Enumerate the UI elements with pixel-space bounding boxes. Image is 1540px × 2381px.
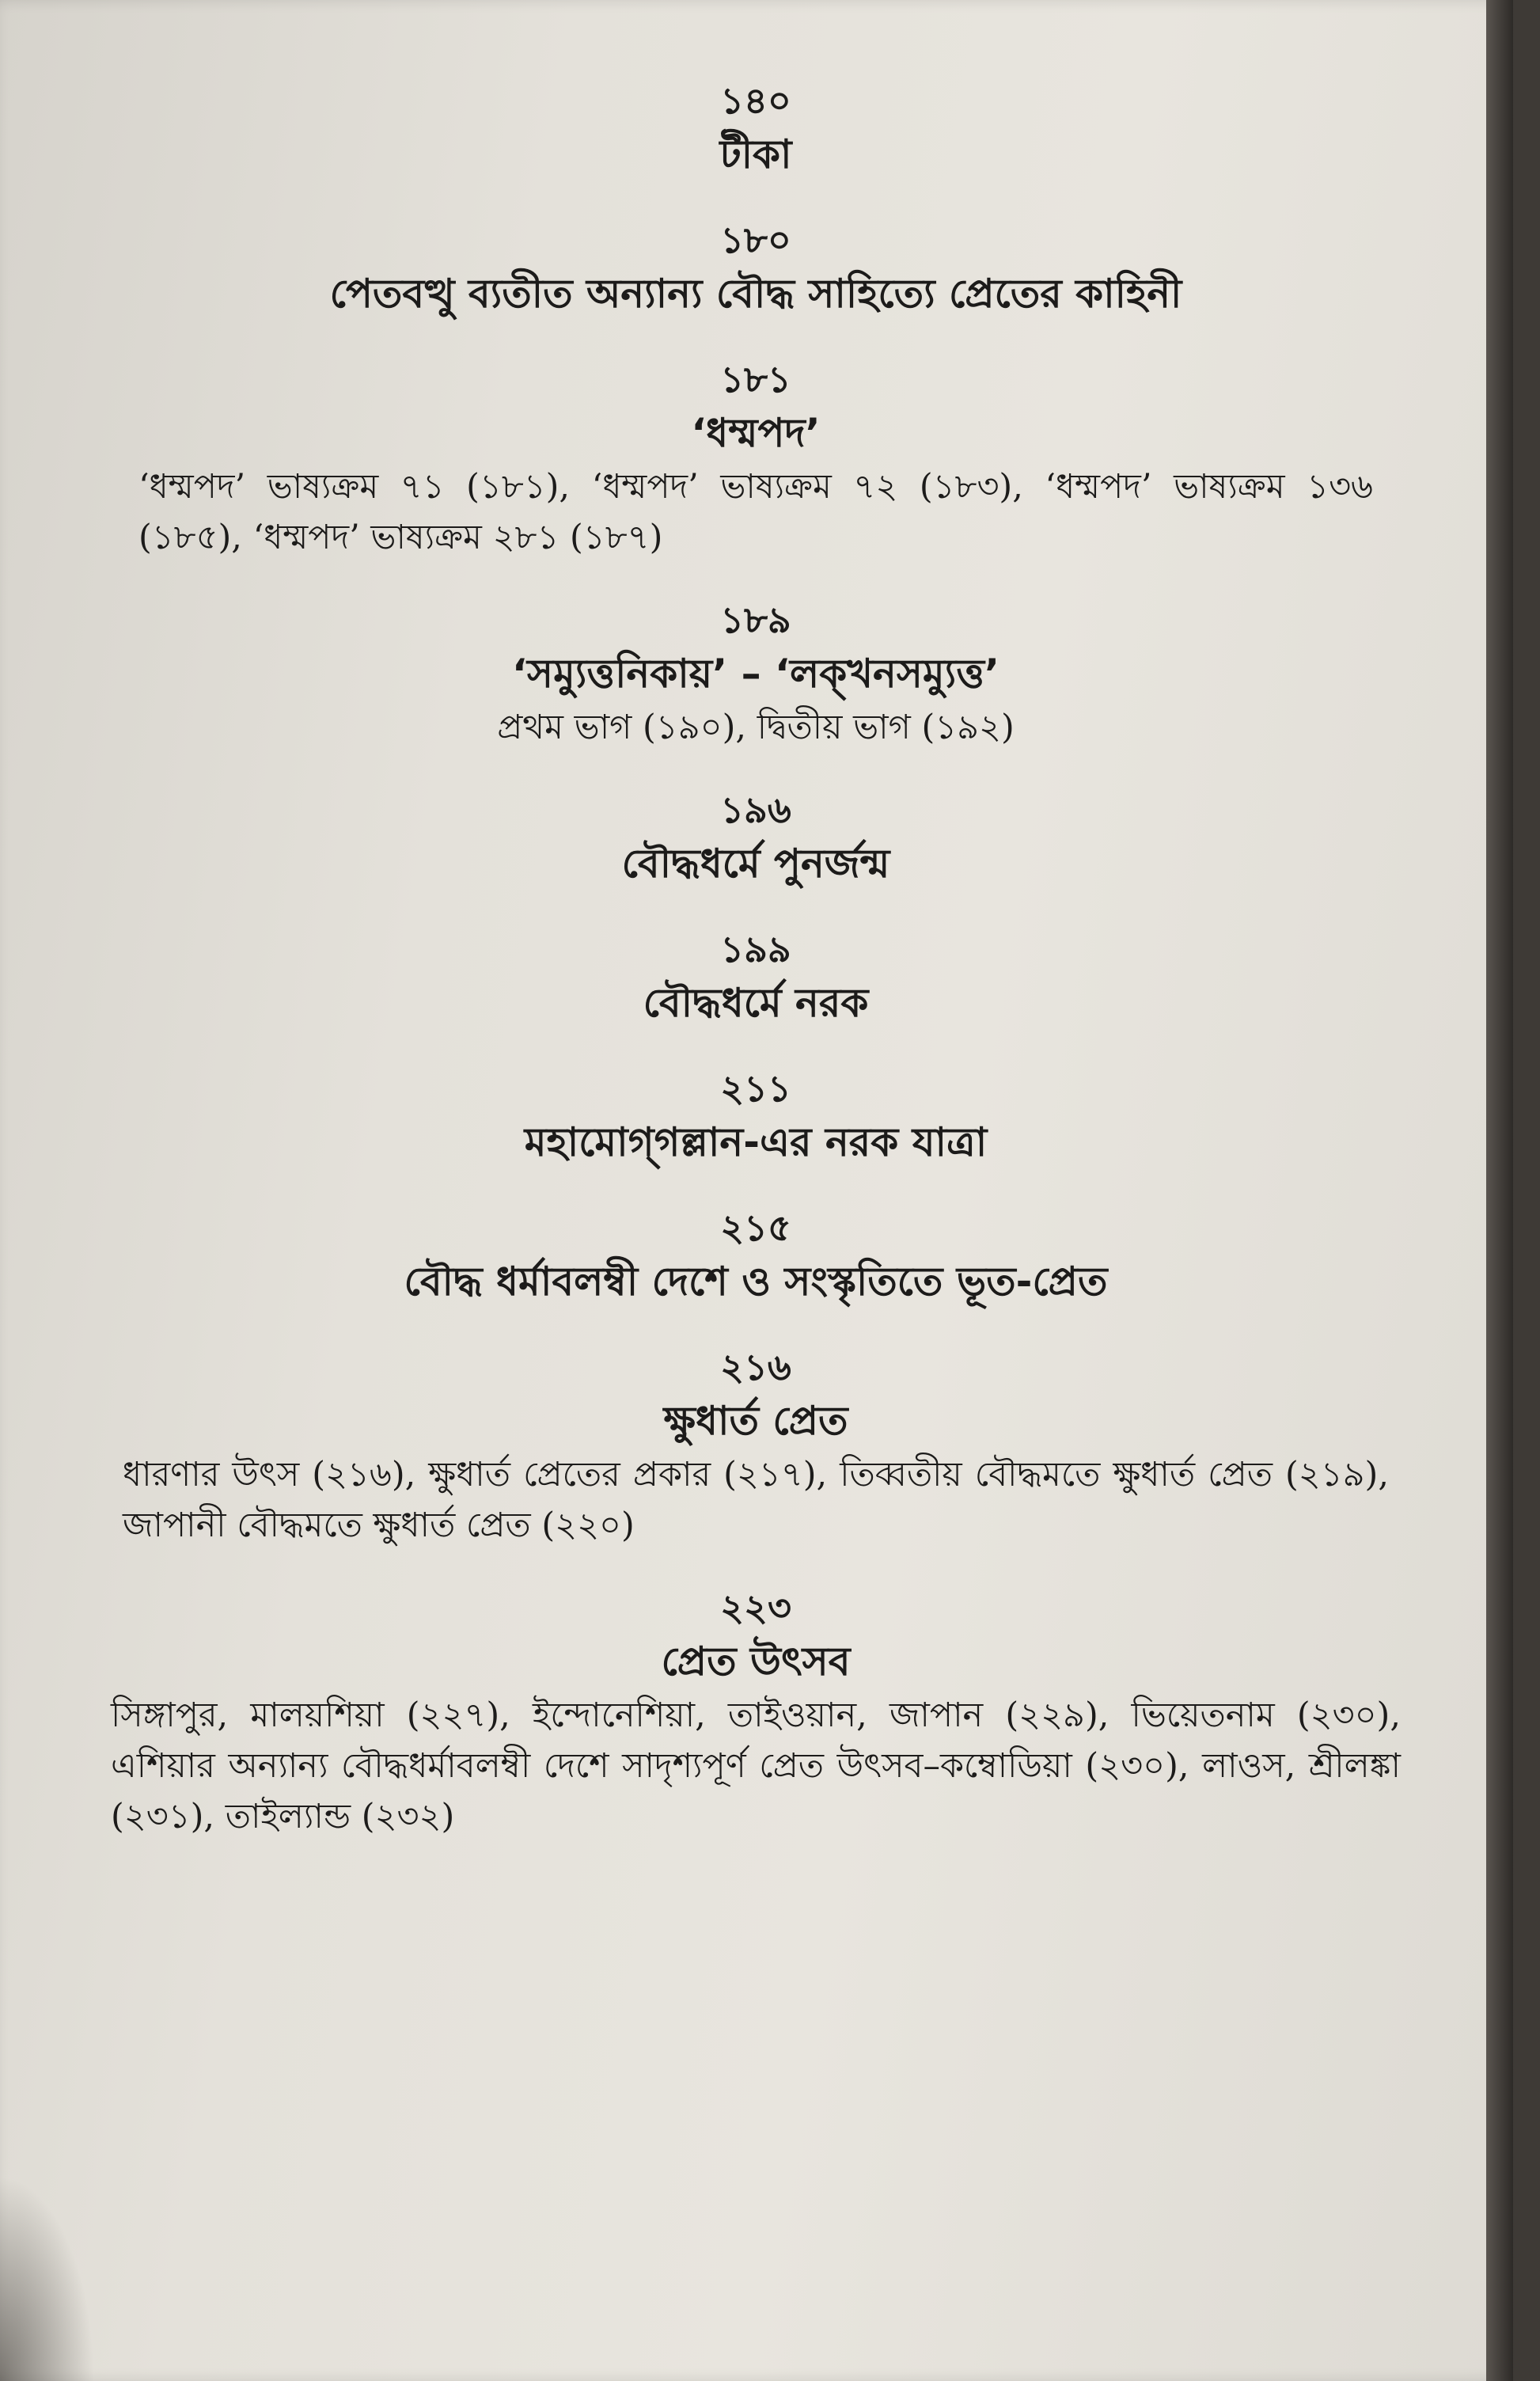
- toc-entry-title: ‘সম্যুত্তনিকায়’ – ‘লক্খনসম্যুত্ত’: [512, 651, 999, 697]
- toc-entry-title: বৌদ্ধ ধর্মাবলম্বী দেশে ও সংস্কৃতিতে ভূত-প্রেত: [404, 1259, 1108, 1304]
- toc-entry-title: বৌদ্ধধর্মে নরক: [643, 980, 869, 1026]
- toc-entry-title: প্রেত উৎসব: [661, 1639, 851, 1684]
- toc-entry-page: ১৮৯: [720, 598, 791, 641]
- toc-entry-title: বৌদ্ধধর্মে পুনর্জন্ম: [621, 841, 890, 887]
- toc-entry-page: ২১৫: [720, 1206, 791, 1249]
- page-heading: টীকা: [719, 131, 792, 177]
- toc-content: [111, 75, 1401, 1842]
- toc-entry: [111, 594, 1401, 753]
- toc-entry-page: ১৮০: [720, 218, 791, 261]
- toc-entry-title: পেতবত্থু ব্যতীত অন্যান্য বৌদ্ধ সাহিত্যে প্রেতের কাহিনী: [329, 271, 1182, 317]
- toc-entry: [111, 1202, 1401, 1310]
- toc-entry: [111, 215, 1401, 322]
- toc-entry-page: ১৯৬: [720, 788, 791, 831]
- toc-entry-subitems: প্রথম ভাগ (১৯০), দ্বিতীয় ভাগ (১৯২): [497, 708, 1015, 747]
- toc-entry-page: ২২৩: [720, 1586, 791, 1629]
- toc-entry-page: ২১৬: [720, 1346, 791, 1388]
- toc-entry-title: ‘ধম্মপদ’: [691, 410, 821, 456]
- toc-entry-page: ১৯৯: [720, 928, 791, 970]
- toc-entry: [111, 1582, 1401, 1842]
- toc-entry-subitems: ‘ধম্মপদ’ ভাষ্যক্রম ৭১ (১৮১), ‘ধম্মপদ’ ভাষ্যক্রম ৭২ (১৮৩), ‘ধম্মপদ’ ভাষ্যক্রম ১৩৬ (১৮৫), ‘ধম্মপদ’ ভাষ্যক্রম ২৮১ (১৮৭): [138, 467, 1373, 557]
- book-gutter: [1486, 0, 1513, 2381]
- toc-entry: [111, 1342, 1401, 1551]
- toc-entry: [111, 1063, 1401, 1171]
- toc-entry-page: ১৮১: [720, 358, 791, 401]
- toc-entry-title: ক্ষুধার্ত প্রেত: [663, 1398, 848, 1444]
- corner-shadow: [0, 2175, 95, 2381]
- toc-entry: [111, 784, 1401, 892]
- toc-entry: [111, 924, 1401, 1031]
- toc-entry-title: মহামোগ্‌গল্লান-এর নরক যাত্রা: [524, 1119, 988, 1165]
- page-header: [111, 75, 1401, 183]
- toc-entry-subitems: ধারণার উৎস (২১৬), ক্ষুধার্ত প্রেতের প্রকার (২১৭), তিব্বতীয় বৌদ্ধমতে ক্ষুধার্ত প্রেত (২১৯), জাপানী বৌদ্ধমতে ক্ষুধার্ত প্রেত (২২০): [123, 1455, 1389, 1545]
- toc-entry-subitems: সিঙ্গাপুর, মালয়শিয়া (২২৭), ইন্দোনেশিয়া, তাইওয়ান, জাপান (২২৯), ভিয়েতনাম (২৩০), এশিয়ার অন্যান্য বৌদ্ধধর্মাবলম্বী দেশে সাদৃশ্যপূর্ণ প্রেত উৎসব–কম্বোডিয়া (২৩০), লাওস, শ্রীলঙ্কা (২৩১), তাইল্যান্ড (২৩২): [111, 1696, 1401, 1836]
- toc-entry-page: ২১১: [720, 1067, 791, 1110]
- toc-entry: [111, 354, 1401, 563]
- page-number: ১৪০: [720, 79, 791, 122]
